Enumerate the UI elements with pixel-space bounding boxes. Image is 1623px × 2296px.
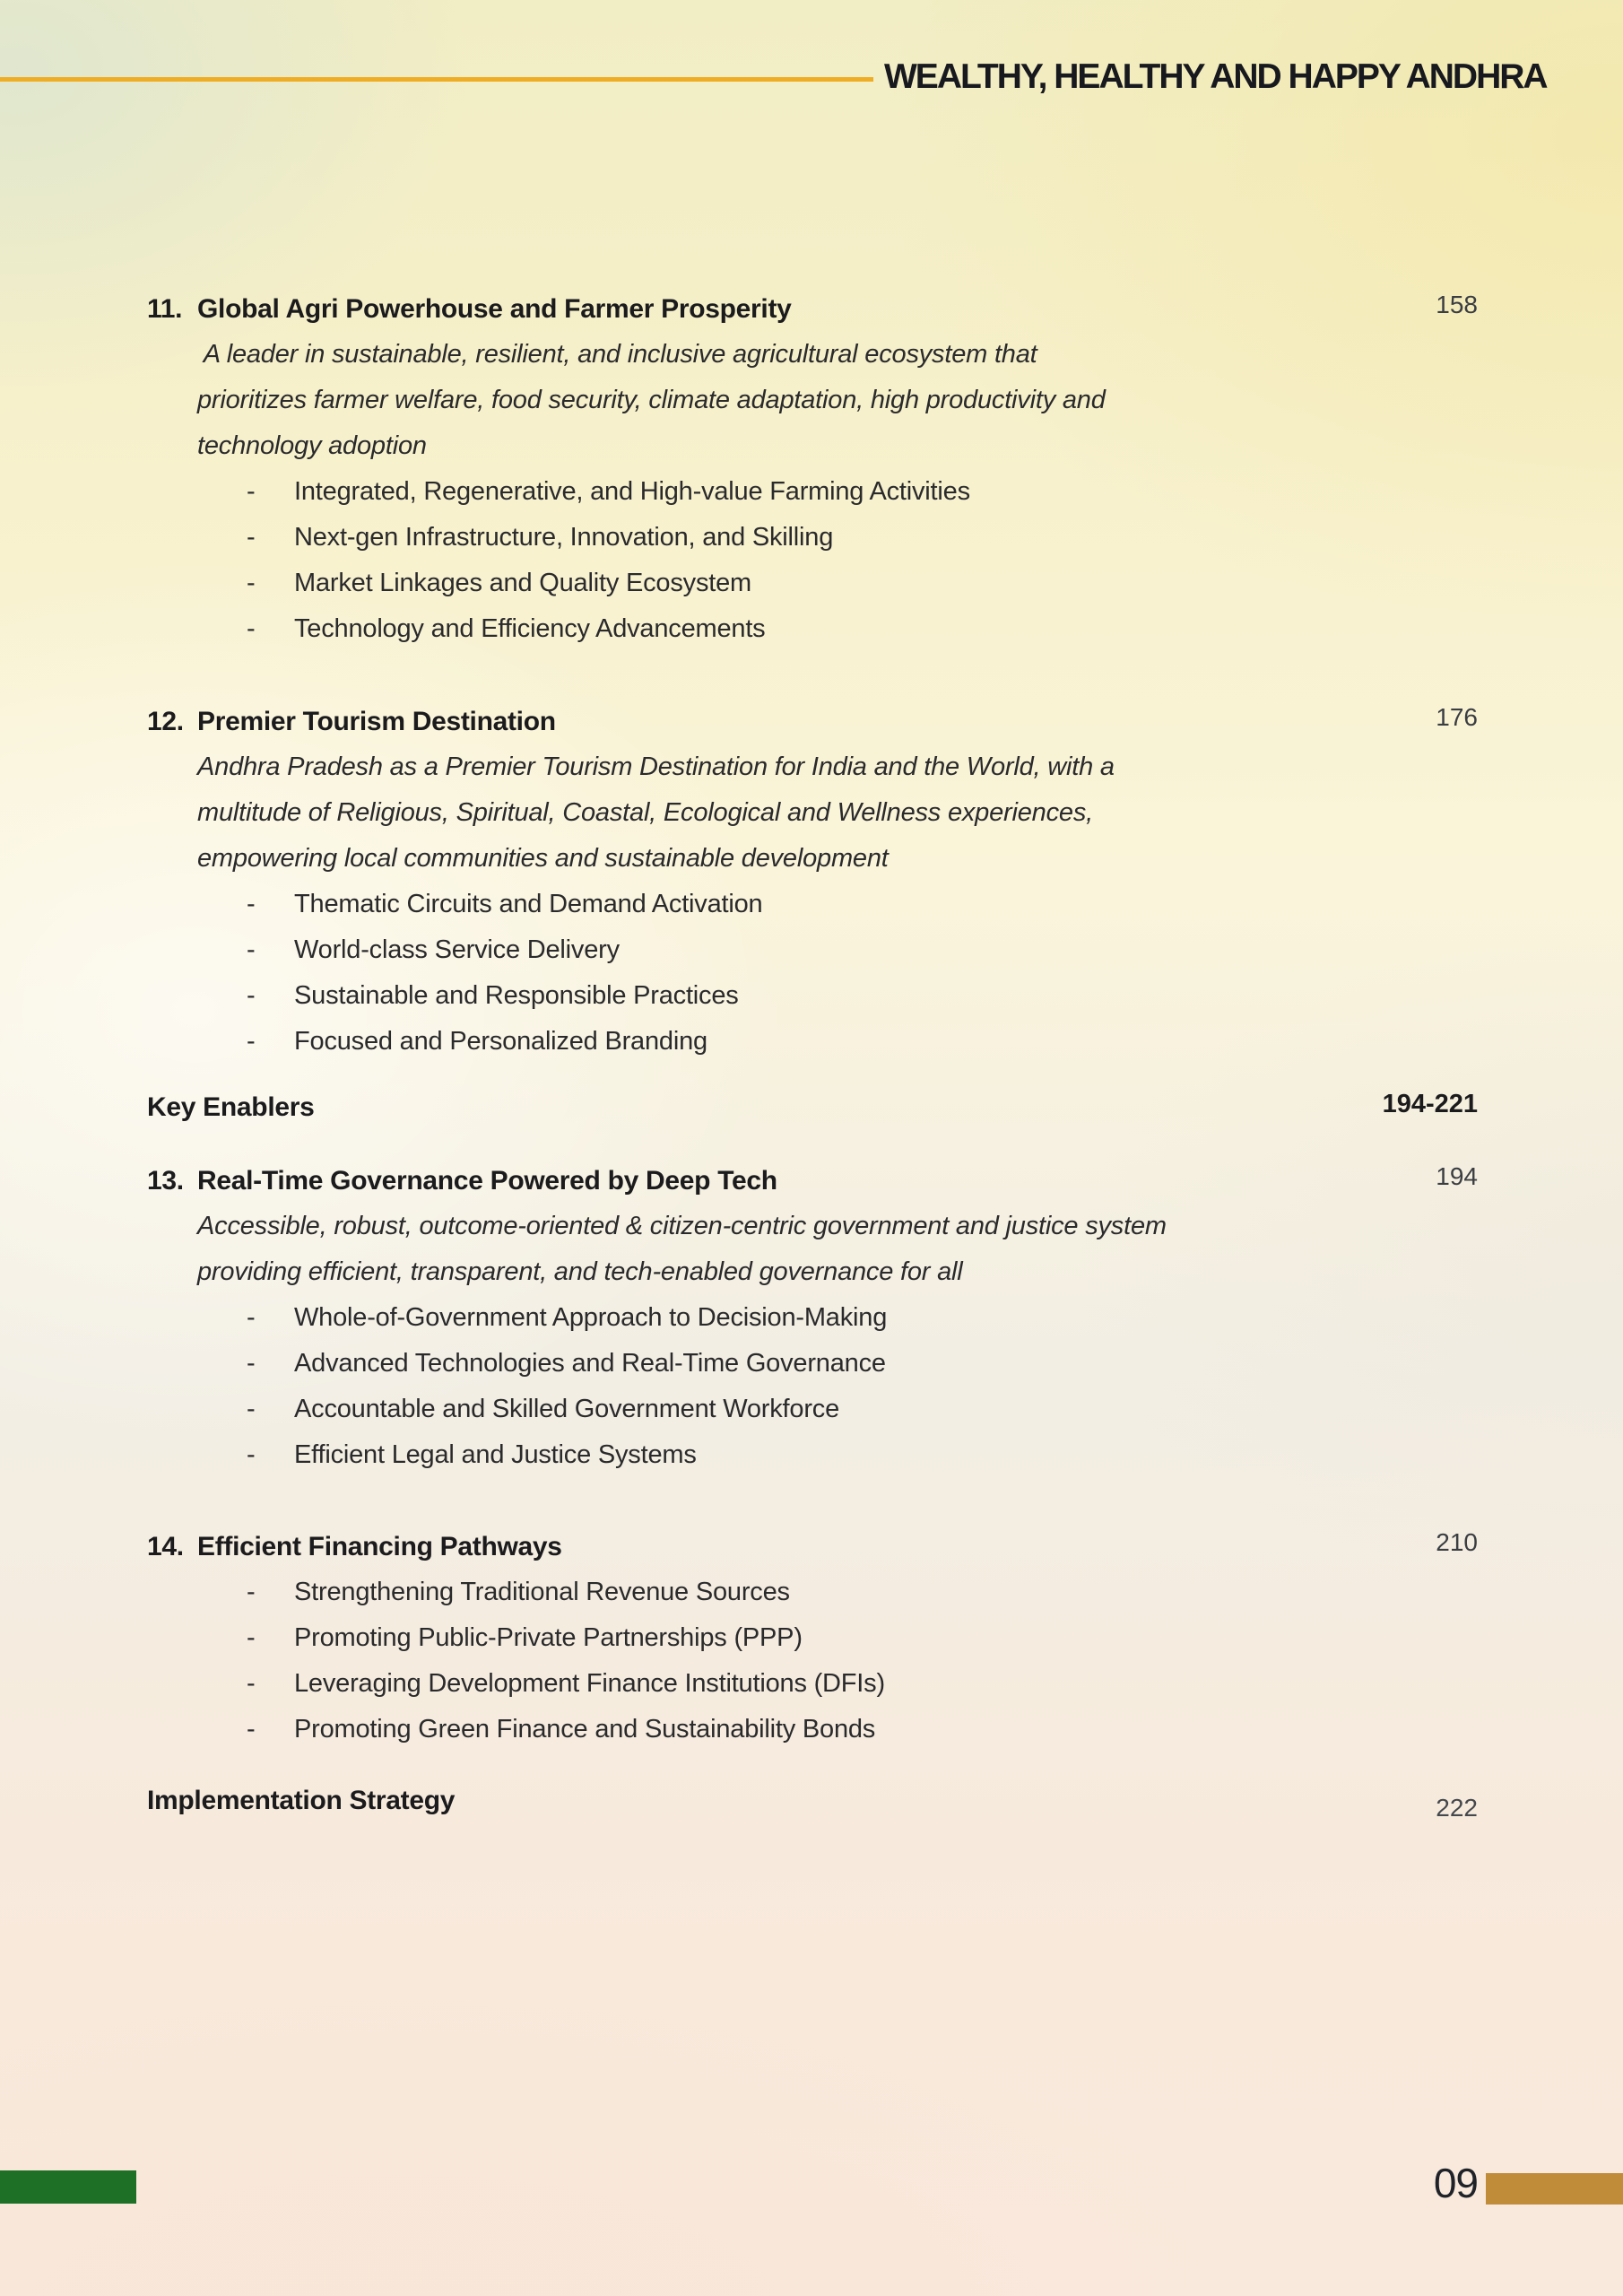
toc-entry-page-number: 222 — [1436, 1794, 1478, 1822]
toc-entry-page-number: 210 — [1436, 1528, 1478, 1556]
sub-item-dash-marker: - — [247, 1669, 256, 1698]
toc-sub-item — [147, 561, 1478, 606]
toc-entry-description-line: providing efficient, transparent, and tech-enabled governance for all — [197, 1257, 963, 1286]
sub-item-label: Focused and Personalized Branding — [294, 1027, 707, 1056]
sub-item-dash-marker: - — [247, 1715, 256, 1744]
toc-entry-description-line: multitude of Religious, Spiritual, Coastal, Ecological and Wellness experiences, — [197, 798, 1093, 827]
sub-item-dash-marker: - — [247, 890, 256, 918]
toc-entry-page-number: 176 — [1436, 703, 1478, 731]
toc-group-row — [147, 1084, 1478, 1130]
sub-item-dash-marker: - — [247, 1027, 256, 1056]
toc-sub-item — [147, 927, 1478, 973]
toc-entry-description-line: technology adoption — [197, 431, 427, 460]
toc-entry-heading — [147, 1778, 1478, 1823]
toc-sub-item — [147, 1570, 1478, 1615]
toc-sub-item — [147, 515, 1478, 561]
sub-item-label: Thematic Circuits and Demand Activation — [294, 890, 763, 918]
toc-entry-title: Key Enablers — [147, 1092, 315, 1122]
toc-entry-title: Efficient Financing Pathways — [197, 1532, 562, 1561]
toc-entry-description-line: A leader in sustainable, resilient, and inclusive agricultural ecosystem that — [197, 340, 1037, 369]
toc-section — [147, 1158, 1478, 1478]
sub-item-label: Advanced Technologies and Real-Time Governance — [294, 1349, 886, 1378]
sub-item-dash-marker: - — [247, 569, 256, 597]
toc-section — [147, 286, 1478, 652]
sub-item-dash-marker: - — [247, 1303, 256, 1332]
footer-green-bar — [0, 2170, 136, 2204]
sub-item-label: Efficient Legal and Justice Systems — [294, 1440, 697, 1469]
sub-item-label: Promoting Public-Private Partnerships (PPP) — [294, 1623, 803, 1652]
toc-section — [147, 699, 1478, 1065]
toc-entry-page-number: 158 — [1436, 291, 1478, 318]
sub-item-label: World-class Service Delivery — [294, 935, 620, 964]
sub-item-dash-marker: - — [247, 1578, 256, 1606]
sub-item-label: Technology and Efficiency Advancements — [294, 614, 766, 643]
running-header-title: WEALTHY, HEALTHY AND HAPPY ANDHRA — [884, 57, 1547, 96]
toc-sub-item — [147, 1341, 1478, 1387]
sub-item-label: Sustainable and Responsible Practices — [294, 981, 739, 1010]
sub-item-dash-marker: - — [247, 935, 256, 964]
toc-sub-item — [147, 1615, 1478, 1661]
toc-sub-item — [147, 469, 1478, 515]
toc-entry-title: Global Agri Powerhouse and Farmer Prosperity — [197, 294, 792, 324]
toc-entry-description-line: empowering local communities and sustainable development — [197, 844, 889, 873]
toc-entry-number: 13. — [147, 1166, 184, 1196]
sub-item-dash-marker: - — [247, 1623, 256, 1652]
sub-item-dash-marker: - — [247, 523, 256, 552]
header-gold-rule — [0, 77, 873, 82]
toc-entry-heading — [147, 1524, 1478, 1570]
sub-item-label: Whole-of-Government Approach to Decision-Making — [294, 1303, 888, 1332]
toc-sub-item — [147, 1387, 1478, 1432]
toc-sub-item — [147, 882, 1478, 927]
sub-item-dash-marker: - — [247, 1349, 256, 1378]
sub-item-label: Leveraging Development Finance Institutions (DFIs) — [294, 1669, 885, 1698]
toc-entry-heading — [147, 286, 1478, 332]
sub-item-label: Next-gen Infrastructure, Innovation, and Skilling — [294, 523, 834, 552]
toc-entry-heading — [147, 699, 1478, 744]
toc-sub-item — [147, 1019, 1478, 1065]
sub-item-dash-marker: - — [247, 614, 256, 643]
sub-item-dash-marker: - — [247, 1440, 256, 1469]
toc-entry-number: 11. — [147, 294, 183, 324]
sub-item-label: Promoting Green Finance and Sustainability Bonds — [294, 1715, 876, 1744]
toc-entry-heading — [147, 1158, 1478, 1204]
toc-entry-title: Real-Time Governance Powered by Deep Tech — [197, 1166, 777, 1196]
toc-sub-item — [147, 1432, 1478, 1478]
footer-gold-bar — [1486, 2173, 1623, 2205]
toc-entry-title: Implementation Strategy — [147, 1786, 456, 1815]
toc-section — [147, 1524, 1478, 1752]
sub-item-dash-marker: - — [247, 1395, 256, 1423]
sub-item-dash-marker: - — [247, 981, 256, 1010]
toc-entry-number: 14. — [147, 1532, 184, 1561]
toc-group-row — [147, 1778, 1478, 1823]
sub-item-label: Market Linkages and Quality Ecosystem — [294, 569, 751, 597]
sub-item-label: Accountable and Skilled Government Workforce — [294, 1395, 840, 1423]
toc-entry-title: Premier Tourism Destination — [197, 707, 556, 736]
toc-entry-description-line: prioritizes farmer welfare, food security, climate adaptation, high productivity and — [197, 386, 1106, 414]
toc-entry-heading — [147, 1084, 1478, 1130]
toc-entry-description-line: Accessible, robust, outcome-oriented & citizen-centric government and justice system — [197, 1212, 1167, 1240]
toc-entry-page-number: 194-221 — [1382, 1090, 1478, 1118]
toc-sub-item — [147, 606, 1478, 652]
sub-item-label: Integrated, Regenerative, and High-value Farming Activities — [294, 477, 970, 506]
footer-page-number: 09 — [1433, 2160, 1478, 2206]
toc-sub-item — [147, 1661, 1478, 1707]
toc-sub-item — [147, 1295, 1478, 1341]
toc-entry-page-number: 194 — [1436, 1162, 1478, 1190]
toc-sub-item — [147, 1707, 1478, 1752]
toc-sub-item — [147, 973, 1478, 1019]
toc-entry-description-line: Andhra Pradesh as a Premier Tourism Destination for India and the World, with a — [197, 752, 1115, 781]
sub-item-label: Strengthening Traditional Revenue Sources — [294, 1578, 790, 1606]
sub-item-dash-marker: - — [247, 477, 256, 506]
toc-entry-number: 12. — [147, 707, 184, 736]
